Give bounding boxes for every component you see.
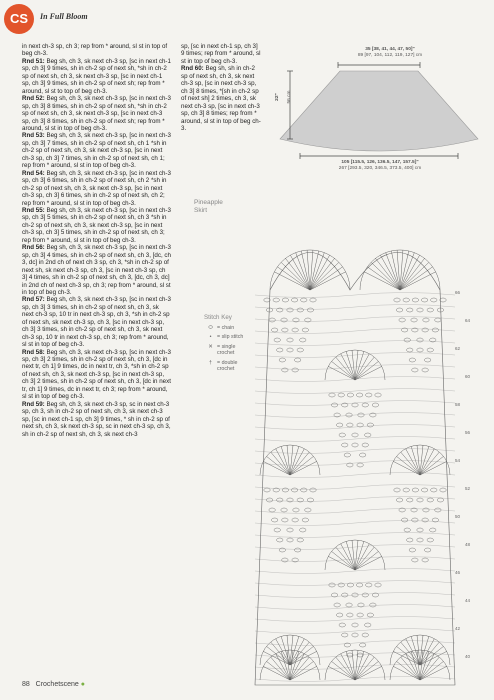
chart-title-line: Skirt — [194, 207, 207, 214]
round-text: Beg sh, ch 3, sk next ch-3 sp, [sc in next ch-3 sp, ch 3] 2 times, sh in ch-2 sp of next sh, ch 3, [dc in next tr, ch 1] 9 times, dc in next tr, ch 3, *sh in ch-2 sp of next sh, ch 3, sk next ch-3 sp, [sc in next ch-3 sp, ch 3] 2 times, sh in ch-2 sp of next sh, ch 3, [dc in next tr, ch 1] 9 times, dc in next tr, ch 3; rep from * around, sl st in top of beg ch-3. — [22, 348, 171, 401]
round-text: in next ch-3 sp, ch 3; rep from * around, sl st in top of beg ch-3. — [22, 43, 168, 58]
footer-dot-icon: ● — [80, 681, 86, 688]
round-text: Beg sh, ch 3, sk next ch-3 sp, [sc in next ch-3 sp, ch 3] 6 times, sh in ch-2 sp of next sh, ch 2 *sh in ch-2 sp of next sh, ch 3, sk next ch-3 sp, [sc in next ch-3 sp, ch 3] 6 times, sh in ch-2 sp of next sh, ch 2; rep from * around, sl st in top of beg ch-3. — [22, 169, 171, 207]
chart-title-line: Pineapple — [194, 199, 223, 206]
chain-symbol-icon: ⬭ — [208, 324, 213, 331]
page-number: 88 — [22, 681, 30, 688]
hem-inches: 105 [115.5, 126, 136.5, 147, 157.5]" — [341, 160, 419, 165]
key-label: = slip stitch — [217, 334, 244, 340]
instruction-paragraph — [181, 65, 261, 132]
instruction-paragraph — [22, 58, 172, 95]
magazine-badge: CS — [4, 4, 34, 34]
instruction-paragraph — [22, 349, 172, 401]
row-number: 48 — [465, 542, 471, 547]
row-number: 54 — [455, 458, 461, 463]
row-number: 46 — [455, 570, 461, 575]
chart-title — [194, 199, 223, 215]
page-footer — [22, 681, 85, 688]
row-number: 60 — [465, 374, 471, 379]
row-number: 66 — [455, 290, 461, 295]
waist-measurement — [340, 47, 440, 59]
round-label: Rnd 59: — [22, 400, 45, 408]
double-crochet-symbol-icon: † — [209, 359, 212, 366]
round-text: sp, [sc in next ch-1 sp, ch 3] 9 times; rep from * around, sl st in top of beg ch-3. — [181, 43, 261, 65]
stitch-key-title: Stitch Key — [204, 314, 232, 321]
key-label: = double crochet — [217, 359, 238, 372]
row-number: 62 — [455, 346, 461, 351]
row-number: 40 — [465, 654, 471, 659]
round-label: Rnd 51: — [22, 57, 45, 65]
row-number: 42 — [455, 626, 461, 631]
row-number: 44 — [465, 598, 471, 603]
instruction-paragraph — [22, 132, 172, 169]
instructions-middle-column — [181, 43, 261, 132]
section-title: In Full Bloom — [40, 12, 88, 21]
key-item — [204, 334, 247, 341]
hem-cm: 267 [293.5, 320, 346.5, 373.5, 400] cm — [338, 166, 422, 171]
length-cm: 56 cm — [287, 90, 292, 104]
instruction-paragraph — [22, 207, 172, 244]
key-item — [204, 360, 247, 373]
length-inches: 22" — [275, 93, 280, 101]
stitch-key — [204, 315, 247, 376]
key-item — [204, 344, 247, 357]
key-label: = single crochet — [217, 343, 236, 356]
round-text: Beg sh, ch 3, sk next ch-3 sp, [sc in next ch-3 sp, ch 3] 8 times, sh in ch-2 sp of next sh, *sh in ch-2 sp of next sh, ch 3, sk next ch-3 sp, [sc in next ch-3 sp, ch 3] 8 times, sh in ch-2 sp of next sh; rep from * around, sl st in top of beg ch-3. — [22, 95, 171, 132]
row-number: 52 — [465, 486, 471, 491]
round-label: Rnd 53: — [22, 132, 45, 140]
round-text: Beg sh, ch 3, sk next ch-3 sp, [sc in next ch-3 sp, ch 3] 4 times, sh in ch-2 sp of next sh, ch 3, [dc, ch 3, dc] in 2nd ch of next ch 3 sp, ch 3, *sh in ch-2 sp of next sh, sk next ch-3 sp, ch 3, [sc in next ch-3 sp, ch 3] 4 times, sh in ch-2 sp of next sh, ch 3, [dc, ch 3, dc] in 2nd ch of next ch-3 sp, ch 3; rep from * around, sl st in top of beg ch-3. — [22, 244, 171, 296]
waist-inches: 35 [38, 41, 44, 47, 50]" — [365, 47, 415, 52]
key-item — [204, 325, 247, 332]
instruction-paragraph — [22, 244, 172, 296]
slip-stitch-symbol-icon: • — [209, 334, 212, 340]
key-label: = chain — [217, 324, 235, 331]
magazine-name: Crochetscene — [35, 681, 79, 688]
row-number: 64 — [465, 318, 471, 323]
round-label: Rnd 54: — [22, 169, 45, 177]
instruction-paragraph — [22, 401, 172, 438]
round-text: Beg sh, ch 3, sk next ch-3 sp, [sc in next ch-3 sp, ch 3] 5 times, sh in ch-2 sp of next sh, ch 3 *sh in ch-2 sp of next sh, ch 3, sk next ch-3 sp, [sc in next ch-3 sp, ch 3] 5 times, sh in ch-2 sp of next sh, ch 3; rep from * around, sl st in top of beg ch-3. — [22, 206, 171, 244]
round-text: Beg sh, ch 3, sk next ch-3 sp, [sc in next ch-3 sp, ch 3] 7 times, sh in ch-2 sp of next sh, ch 1 *sh in ch-2 sp of next sh, ch 3, sk next ch-3 sp, [sc in next ch-3 sp, ch 3] 7 times, sh in ch-2 sp of next sh, ch 1; rep from * around, sl st in top of beg ch-3. — [22, 132, 171, 170]
round-label: Rnd 60: — [181, 65, 204, 73]
instruction-paragraph — [22, 43, 172, 58]
instruction-paragraph — [22, 296, 172, 348]
hem-measurement — [305, 160, 455, 172]
round-text: Beg sh, sh in ch-2 sp of next sh, ch 3, sk next ch-3 sp, [sc in next ch-3 sp, ch 3] 8 times, *[sh in ch-2 sp of next sh] 2 times, ch 3, sk next ch-3 sp, [sc in next ch-3 sp, ch 3] 8 times; rep from * around, sl st in top of beg ch-3. — [181, 65, 261, 132]
row-number: 56 — [465, 430, 471, 435]
round-label: Rnd 56: — [22, 244, 45, 252]
waist-cm: 89 [97, 104, 112, 119, 127] cm — [357, 53, 423, 58]
length-measurement — [275, 90, 281, 104]
pineapple-crochet-chart — [250, 195, 460, 690]
round-text: Beg sh, ch 3, sk next ch-3 sp, [sc in next ch-3 sp, ch 3] 3 times, sh in ch-2 sp of next sh, ch 3, sk next ch-3 sp, 10 tr in next ch-3 sp, ch 3, *sh in ch-2 sp of next sh, sk next ch-3 sp, ch 3, [sc in next ch-3 sp, ch 3] 3 times, sh in ch-2 sp of next sh, ch 3, sk next ch-3 sp, 10 tr in next ch-3 sp, ch 3; rep from * around, sl st in top of beg ch-3. — [22, 296, 171, 349]
instruction-paragraph — [22, 170, 172, 207]
instruction-paragraph — [22, 95, 172, 132]
row-number: 58 — [455, 402, 461, 407]
instructions-left-column — [22, 43, 172, 438]
round-label: Rnd 52: — [22, 95, 45, 103]
round-text: Beg sh, ch 3, sk next ch-3 sp, sc in next ch-3 sp, ch 3, sh in ch-2 sp of next sh, ch 3, sk next ch-3 sp, [sc in next ch-1 sp, ch 3] 9 times, * sh in ch-2 sp of next sh, ch 3, sk next ch-3 sp, sc in next ch-3 sp, ch 3, sh in ch-2 sp of next sh, ch 3, sk next ch-3 — [22, 400, 171, 438]
single-crochet-symbol-icon: ✕ — [208, 343, 213, 350]
row-number: 50 — [455, 514, 461, 519]
round-label: Rnd 58: — [22, 348, 45, 356]
instruction-paragraph — [181, 43, 261, 65]
length-measurement-cm — [287, 90, 293, 104]
round-label: Rnd 55: — [22, 206, 45, 214]
round-label: Rnd 57: — [22, 296, 45, 304]
round-text: Beg sh, ch 3, sk next ch-3 sp, [sc in next ch-1 sp, ch 3] 9 times, sh in ch-2 sp of next sh, *sh in ch-2 sp of next sh, ch 3, sk next ch-3 sp, [sc in next ch-1 sp, ch 3] 9 times, sh in ch-2 sp of next sh; rep from * around, sl st to top of beg ch-3. — [22, 57, 171, 95]
